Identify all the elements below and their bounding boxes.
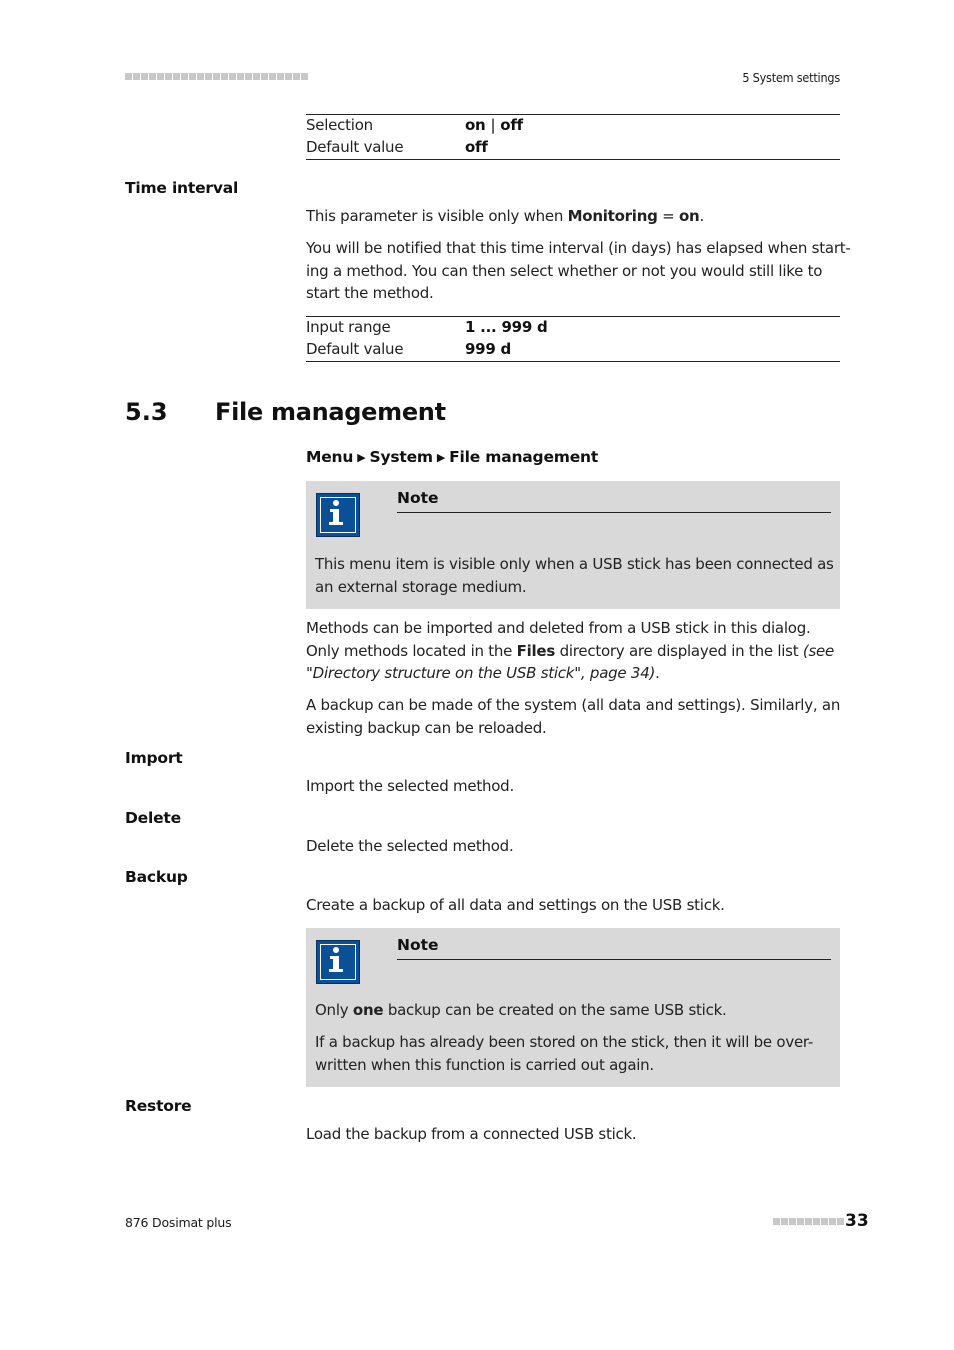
row-value (465, 114, 523, 136)
restore-text: Load the backup from a connected USB stick. (306, 1125, 637, 1143)
text-line: ing a method. You can then select whether or not you would still like to (306, 261, 823, 280)
note-box (306, 481, 840, 609)
text-line: Methods can be imported and deleted from a USB stick in this dialog. (306, 619, 811, 637)
row-value: 999 d (465, 340, 512, 358)
note-text (315, 1031, 840, 1076)
text: Only methods located in the (306, 641, 517, 660)
footer-product: 876 Dosimat plus (125, 1215, 232, 1230)
text: . (699, 207, 704, 225)
bold-text: Monitoring (567, 207, 658, 225)
note-text (315, 999, 835, 1022)
value-separator: | (490, 116, 496, 134)
header-decoration (125, 73, 308, 80)
backup-intro-paragraph (306, 694, 851, 739)
cross-reference: (see (802, 641, 834, 660)
backup-heading: Backup (125, 868, 188, 886)
text-line (306, 662, 851, 685)
header-chapter: 5 System settings (742, 70, 840, 85)
text-line: A backup can be made of the system (all data and settings). Similarly, an (306, 696, 841, 714)
time-interval-description (306, 237, 851, 305)
time-interval-visibility (306, 205, 846, 228)
text: This parameter is visible only when (306, 207, 568, 225)
note-title: Note (397, 489, 439, 507)
text-line: This menu item is visible only when a USB stick has been connected as (315, 555, 834, 573)
menu-path-item: File management (449, 448, 599, 466)
footer-decoration (773, 1218, 844, 1225)
text: Only (315, 1001, 353, 1019)
bold-text: on (678, 207, 700, 225)
text: directory are displayed in the list (555, 641, 803, 660)
note-rule (397, 512, 831, 513)
intro-paragraph (306, 617, 851, 685)
delete-text: Delete the selected method. (306, 837, 514, 855)
time-interval-table (306, 316, 548, 360)
backup-text: Create a backup of all data and settings on the USB stick. (306, 896, 725, 914)
note-text (315, 553, 835, 598)
section-title: File management (215, 398, 446, 426)
bold-text: Files (516, 641, 556, 660)
text-line (306, 640, 851, 663)
table-row (306, 136, 523, 158)
text: . (655, 664, 660, 682)
table-bottom-rule (306, 361, 840, 362)
text-line: start the method. (306, 284, 434, 302)
text-line: If a backup has already been stored on the stick, then it will be over- (315, 1033, 814, 1051)
menu-path (306, 448, 598, 466)
row-key: Selection (306, 116, 373, 134)
text-line: existing backup can be reloaded. (306, 718, 547, 737)
note-rule (397, 959, 831, 960)
import-heading: Import (125, 749, 183, 767)
text-line: written when this function is carried out again. (315, 1055, 654, 1074)
page-number: 33 (845, 1211, 869, 1231)
arrow-right-icon: ▶ (436, 451, 446, 464)
text-line: You will be notified that this time interval (in days) has elapsed when start- (306, 239, 851, 257)
restore-heading: Restore (125, 1097, 192, 1115)
table-row (306, 114, 523, 136)
delete-heading: Delete (125, 809, 181, 827)
row-key: Input range (306, 318, 391, 336)
text: = (657, 207, 679, 225)
table-bottom-rule (306, 159, 840, 160)
row-value: off (465, 138, 488, 156)
info-icon (316, 493, 360, 537)
note-title: Note (397, 936, 439, 954)
value-off: off (500, 116, 523, 134)
table-row (306, 316, 548, 338)
value-on: on (465, 116, 486, 134)
import-text: Import the selected method. (306, 777, 514, 795)
bold-text: one (352, 1001, 384, 1019)
time-interval-heading: Time interval (125, 179, 239, 197)
arrow-right-icon: ▶ (357, 451, 366, 464)
menu-path-item: System (369, 448, 433, 466)
note-box (306, 928, 840, 1087)
info-icon (316, 940, 360, 984)
row-key: Default value (306, 340, 404, 358)
selection-table (306, 114, 523, 158)
section-number: 5.3 (125, 398, 168, 426)
cross-reference: "Directory structure on the USB stick", page 34) (306, 664, 656, 682)
row-value: 1 ... 999 d (465, 318, 548, 336)
table-row (306, 338, 548, 360)
text: backup can be created on the same USB stick. (383, 1001, 727, 1019)
row-key: Default value (306, 138, 404, 156)
menu-path-item: Menu (306, 448, 354, 466)
text-line: an external storage medium. (315, 577, 527, 596)
